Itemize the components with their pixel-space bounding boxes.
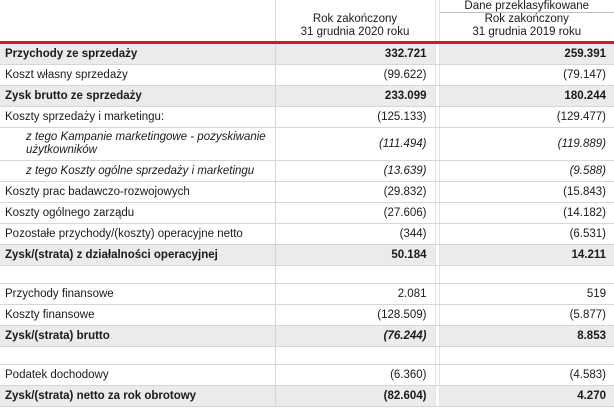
value-2019: 259.391 [439, 44, 614, 65]
row-label: Koszty ogólnego zarządu [0, 203, 275, 224]
table-row [0, 107, 614, 128]
table-row [0, 245, 614, 266]
header-row-columns [0, 13, 614, 43]
value-2020: (82.604) [275, 386, 435, 407]
value-2019: 14.211 [439, 245, 614, 266]
row-label: Koszty sprzedaży i marketingu: [0, 107, 275, 128]
value-2020: 50.184 [275, 245, 435, 266]
column-header-2020-line1: Rok zakończony [312, 13, 398, 25]
column-header-2020-line2: 31 grudnia 2020 roku [300, 26, 410, 38]
column-header-2019-line1: Rok zakończony [484, 13, 569, 25]
value-2019: (4.583) [439, 365, 614, 386]
table-row [0, 365, 614, 386]
value-2019: (5.877) [439, 305, 614, 326]
value-2019: 8.853 [439, 326, 614, 347]
table-row [0, 161, 614, 182]
value-2020: (29.832) [275, 182, 435, 203]
row-label: Zysk/(strata) brutto [0, 326, 275, 347]
value-2020: (13.639) [275, 161, 435, 182]
table-row [0, 326, 614, 347]
table-row [0, 86, 614, 107]
value-2020: (6.360) [275, 365, 435, 386]
column-header-2020 [275, 13, 435, 43]
table-row [0, 347, 614, 365]
value-2019: (14.182) [439, 203, 614, 224]
row-label: Koszty finansowe [0, 305, 275, 326]
row-label: Pozostałe przychody/(koszty) operacyjne netto [0, 224, 275, 245]
row-label: Przychody ze sprzedaży [0, 44, 275, 65]
value-2019 [439, 266, 614, 284]
table-row [0, 203, 614, 224]
value-2020: (111.494) [275, 128, 435, 161]
value-2019: (79.147) [439, 65, 614, 86]
row-label [0, 266, 275, 284]
value-2019: (119.889) [439, 128, 614, 161]
table-row [0, 386, 614, 407]
value-2020: (128.509) [275, 305, 435, 326]
value-2020 [275, 347, 435, 365]
column-header-2019-line2: 31 grudnia 2019 roku [472, 26, 582, 38]
row-label: Zysk/(strata) z działalności operacyjnej [0, 245, 275, 266]
value-2019: (6.531) [439, 224, 614, 245]
table-row [0, 224, 614, 245]
value-2020: (99.622) [275, 65, 435, 86]
table-row [0, 44, 614, 65]
column-header-2019 [439, 13, 614, 43]
table-row [0, 266, 614, 284]
table-row [0, 65, 614, 86]
value-2020 [275, 266, 435, 284]
row-label: Podatek dochodowy [0, 365, 275, 386]
value-2019: (9.588) [439, 161, 614, 182]
value-2020: (76.244) [275, 326, 435, 347]
value-2020: 233.099 [275, 86, 435, 107]
row-label: z tego Koszty ogólne sprzedaży i marketingu [0, 161, 275, 182]
value-2020: 2.081 [275, 284, 435, 305]
value-2019: 4.270 [439, 386, 614, 407]
value-2019: (129.477) [439, 107, 614, 128]
value-2020: (27.606) [275, 203, 435, 224]
value-2020: 332.721 [275, 44, 435, 65]
header-row-top [0, 0, 614, 13]
value-2020: (344) [275, 224, 435, 245]
table-row [0, 284, 614, 305]
value-2020: (125.133) [275, 107, 435, 128]
value-2019: (15.843) [439, 182, 614, 203]
row-label: Koszty prac badawczo-rozwojowych [0, 182, 275, 203]
row-label: z tego Kampanie marketingowe - pozyskiwanie użytkowników [0, 128, 275, 161]
table-row [0, 182, 614, 203]
table-row [0, 128, 614, 161]
table-row [0, 305, 614, 326]
value-2019: 519 [439, 284, 614, 305]
row-label: Przychody finansowe [0, 284, 275, 305]
value-2019: 180.244 [439, 86, 614, 107]
row-label [0, 347, 275, 365]
row-label: Zysk brutto ze sprzedaży [0, 86, 275, 107]
restated-label: Dane przeklasyfikowane [439, 0, 614, 13]
value-2019 [439, 347, 614, 365]
row-label: Koszt własny sprzedaży [0, 65, 275, 86]
row-label: Zysk/(strata) netto za rok obrotowy [0, 386, 275, 407]
